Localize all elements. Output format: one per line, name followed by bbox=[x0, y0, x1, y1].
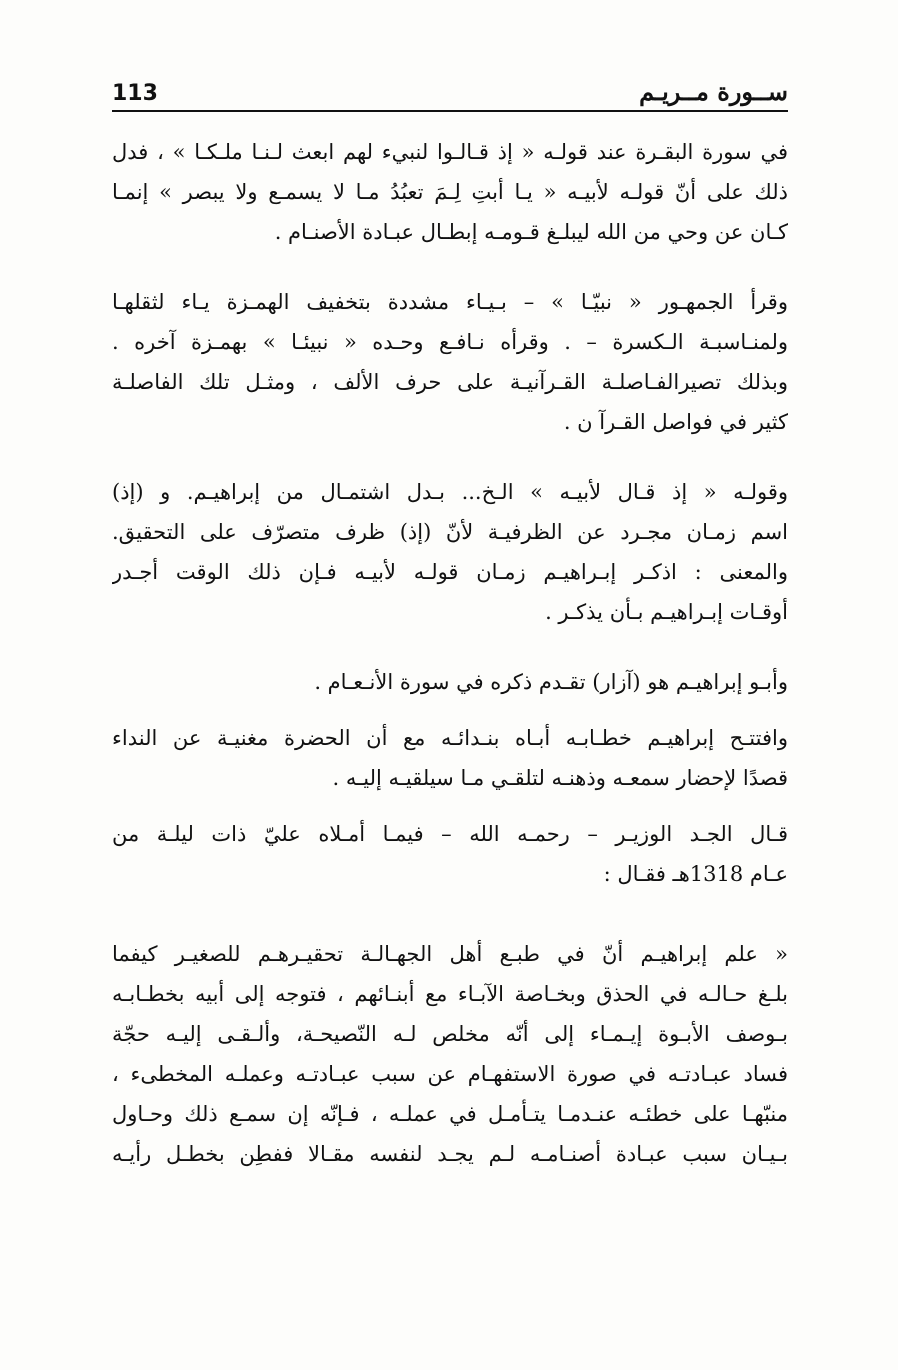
text-line: فساد عبـادتـه في صورة الاستفهـام عن سبب عبـادتـه وعملـه المخطىء ، bbox=[112, 1062, 788, 1086]
text-line: قصدًا لإحضار سمعـه وذهنـه لتلقـي مـا سيلقيـه إليـه . bbox=[332, 766, 788, 790]
text-line: كـان عن وحي من الله ليبلـغ قـومـه إبطـال عبـادة الأصنـام . bbox=[274, 220, 788, 244]
text-line: « علم إبراهيـم أنّ في طبـع أهل الجهـالـة تحقيـرهـم للصغيـر كيفما bbox=[112, 942, 788, 966]
paragraph bbox=[112, 718, 788, 798]
text-line: في سورة البقـرة عند قولـه « إذ قـالـوا لنبيء لهم ابعث لـنـا ملـكـا » ، فدل bbox=[112, 140, 788, 164]
text-line: ولمنـاسبـة الـكسرة – . وقرأه نـافـع وحـده « نبيئـا » بهمـزة آخره . bbox=[112, 330, 788, 354]
text-line: والمعنى : اذكـر إبـراهيـم زمـان قولـه لأبيـه فـإن ذلك الوقت أجـدر bbox=[112, 560, 788, 584]
paragraph bbox=[112, 662, 788, 702]
text-line: أوقـات إبـراهيـم بـأن يذكـر . bbox=[545, 600, 788, 624]
text-line: اسم زمـان مجـرد عن الظرفيـة لأنّ (إذ) ظرف متصرّف على التحقيق. bbox=[112, 520, 788, 544]
text-line: بـوصف الأبـوة إيـمـاء إلى أنّه مخلص لـه النّصيحـة، وألـقـى إليـه حجّة bbox=[112, 1022, 788, 1046]
paragraph bbox=[112, 282, 788, 442]
text-line: بـيـان سبب عبـادة أصنـامـه لـم يجـد لنفسه مقـالا ففطِن بخطـل رأيـه bbox=[112, 1142, 788, 1166]
page-number: 113 bbox=[112, 81, 158, 106]
text-line: كثير في فواصل القـرآ ن . bbox=[563, 410, 788, 434]
text-line: وافتتـح إبراهيـم خطـابـه أبـاه بنـدائـه مع أن الحضرة مغنيـة عن النداء bbox=[112, 726, 788, 750]
running-header bbox=[112, 70, 788, 112]
text-line: وبذلك تصيرالفـاصلـة القـرآنيـة على حرف الألف ، ومثـل تلك الفاصلـة bbox=[112, 370, 788, 394]
text-line: قـال الجـد الوزيـر – رحمـه الله – فيمـا أمـلاه عليّ ذات ليلـة من bbox=[112, 822, 788, 846]
text-line: منبّهـا على خطئـه عنـدمـا يتـأمـل في عملـه ، فـإنّه إن سمـع ذلك وحـاول bbox=[112, 1102, 788, 1126]
text-line: بلـغ حـالـه في الحذق وبخـاصة الآبـاء مع أبنـائهم ، فتوجه إلى أبيه بخطـابـه bbox=[112, 982, 788, 1006]
body-text bbox=[112, 132, 788, 1200]
text-line: وقرأ الجمهـور « نبيّـا » – بـيـاء مشددة بتخفيف الهمـزة يـاء لثقلهـا bbox=[112, 290, 788, 314]
text-line: عـام 1318هـ فقـال : bbox=[603, 862, 788, 886]
paragraph bbox=[112, 132, 788, 252]
text-line: وأبـو إبراهيـم هو (آزار) تقـدم ذكره في سورة الأنـعـام . bbox=[314, 670, 788, 694]
paragraph bbox=[112, 472, 788, 632]
text-line: ذلك على أنّ قولـه لأبيـه « يـا أبتِ لِـمَ تعبُدُ مـا لا يسمـع ولا يبصر » إنمـا bbox=[112, 180, 788, 204]
text-line: وقولـه « إذ قـال لأبيـه » الـخ... بـدل اشتمـال من إبراهيـم. و (إذ) bbox=[112, 480, 788, 504]
paragraph bbox=[112, 814, 788, 894]
paragraph bbox=[112, 934, 788, 1174]
chapter-title: ســورة مــريـم bbox=[639, 77, 788, 106]
